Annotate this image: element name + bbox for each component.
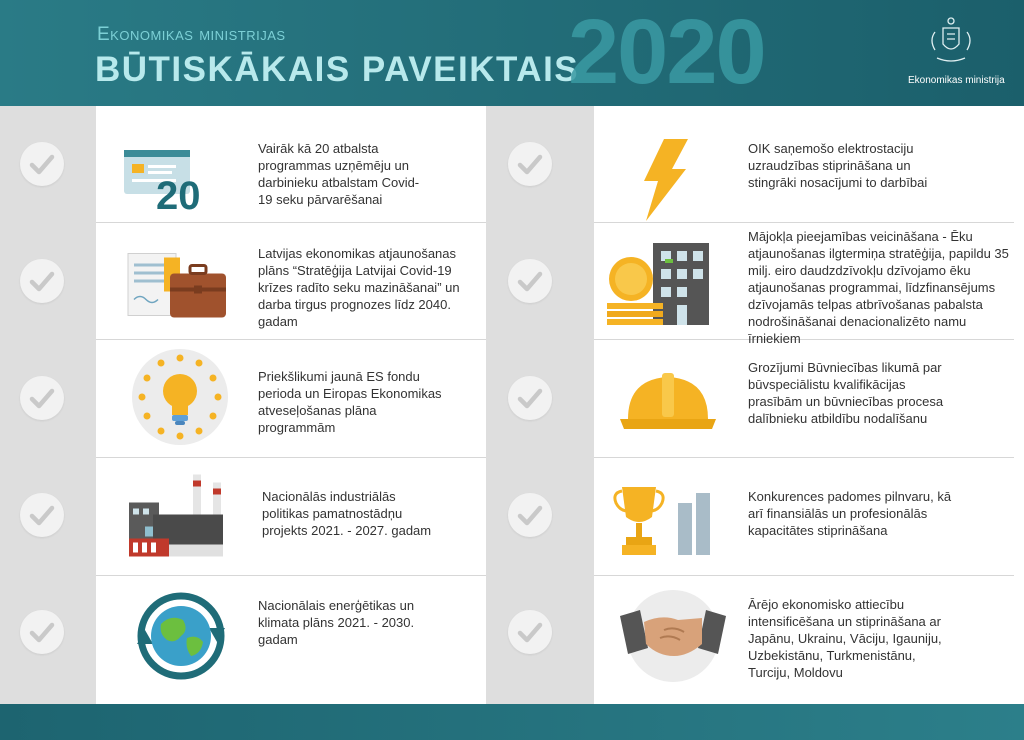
checkmark-icon (508, 376, 552, 420)
checkmark-icon (508, 142, 552, 186)
item-text: Ārējo ekonomisko attiecību intensificēšana un stiprināšana ar Japānu, Ukrainu, Vāciju, Igauniju, Uzbekistānu, Turkmenistānu, Turciju, Moldovu (748, 597, 942, 680)
year-label: 2020 (568, 1, 765, 103)
coins-building-icon (605, 234, 715, 334)
eu-lightbulb-icon (125, 347, 235, 447)
checkmark-icon (508, 610, 552, 654)
checkmark-icon (508, 493, 552, 537)
row-divider (96, 575, 486, 576)
trophy-chart-icon (612, 468, 722, 568)
globe-cycle-icon (126, 586, 236, 686)
ministry-label: Ekonomikas ministrijas (97, 24, 286, 45)
factory-icon (125, 466, 235, 566)
logo-caption: Ekonomikas ministrija (908, 75, 1005, 86)
item-text: Vairāk kā 20 atbalsta programmas uzņēmēju un darbinieku atbalstam Covid-19 seku pārvarēšanai (258, 141, 420, 207)
item-text: Grozījumi Būvniecības likumā par būvspeciālistu kvalifikācijas prasībām un būvniecības procesa dalībnieku atbildību nodalīšanu (748, 360, 944, 426)
handshake-icon (618, 586, 728, 686)
checkmark-icon (20, 259, 64, 303)
lightning-icon (612, 130, 722, 230)
row-divider (96, 457, 486, 458)
item-text: Nacionālās industriālās politikas pamatnostādņu projekts 2021. - 2027. gadam (262, 489, 432, 538)
header-banner (0, 0, 1024, 106)
item-text: Latvijas ekonomikas atjaunošanas plāns “Stratēģija Latvijai Covid-19 krīzes radīto seku mazināšanai” un darba tirgus prognozes līdz 2040. gadam (258, 246, 460, 329)
checkmark-icon (20, 610, 64, 654)
checkmark-icon (20, 376, 64, 420)
right-edge (1016, 106, 1024, 704)
item-text: Priekšlikumi jaunā ES fondu perioda un Eiropas Ekonomikas atveseļošanas plāna programmām (258, 369, 442, 435)
page-title: BŪTISKĀKAIS PAVEIKTAIS (95, 50, 580, 89)
icon-number-20: 20 (156, 174, 201, 218)
document-20-icon (120, 128, 230, 228)
checkmark-icon (20, 142, 64, 186)
item-text: Nacionālais enerģētikas un klimata plāns 2021. - 2030. gadam (258, 598, 415, 647)
hard-hat-icon (614, 352, 724, 452)
row-divider (594, 457, 1014, 458)
row-divider (594, 575, 1014, 576)
item-text: Mājokļa pieejamības veicināšana - Ēku atjaunošanas ilgtermiņa stratēģija, papildu 35 milj. eiro daudzdzīvokļu dzīvojamo ēku atjaunošanas programmai, līdzfinansējums dzīvojamās telpas atbrīvošanas pabalsta nodrošināšanai denacionalizēto namu īrniekiem (748, 229, 1009, 346)
briefcase-documents-icon (120, 236, 230, 336)
row-divider (96, 339, 486, 340)
item-text: Konkurences padomes pilnvaru, kā arī finansiālās un profesionālās kapacitātes stiprināšana (748, 489, 952, 538)
checkmark-icon (20, 493, 64, 537)
checkmark-icon (508, 259, 552, 303)
coat-of-arms-icon (925, 14, 977, 66)
item-text: OIK saņemošo elektrostaciju uzraudzības stiprināšana un stingrāki nosacījumi to darbībai (748, 141, 928, 190)
footer-bar (0, 704, 1024, 740)
